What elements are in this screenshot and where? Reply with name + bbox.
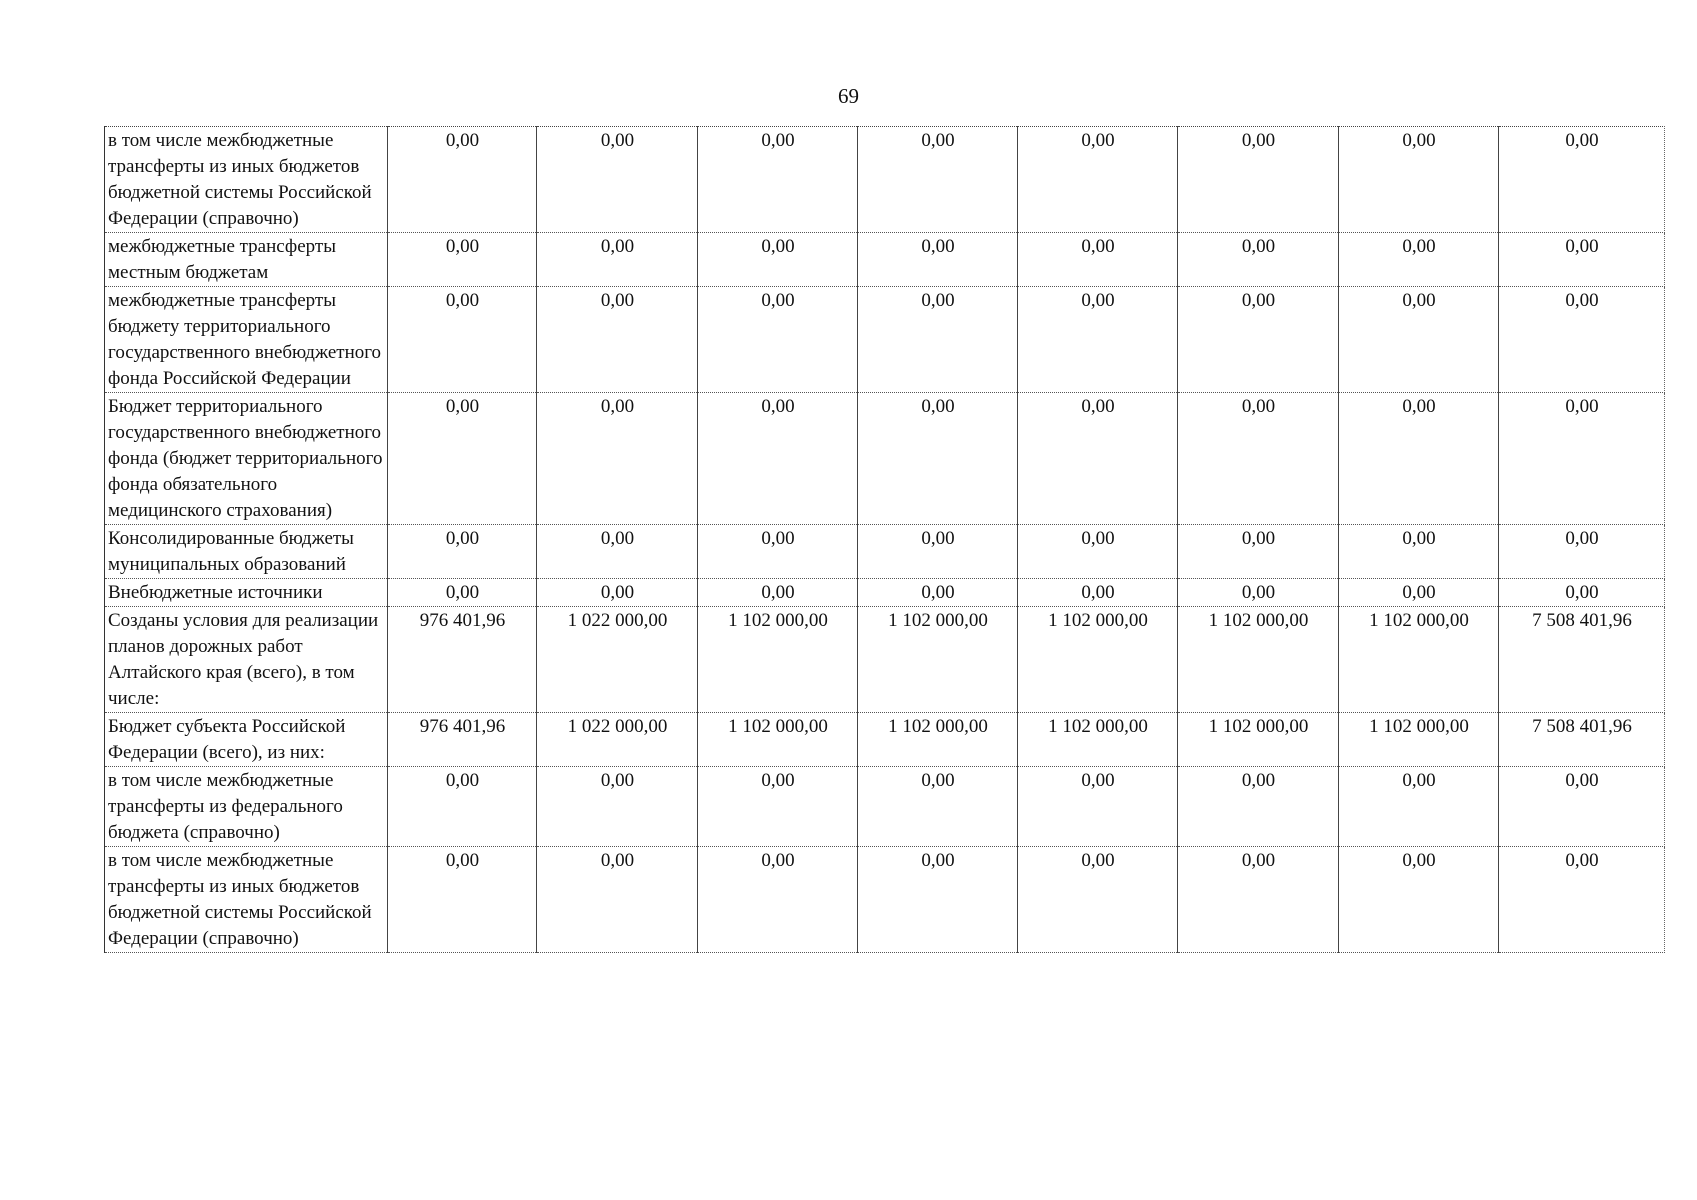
value-cell: 0,00 [698, 287, 858, 393]
value-cell: 0,00 [1499, 767, 1665, 847]
value-cell: 0,00 [1499, 579, 1665, 607]
value-cell: 0,00 [537, 579, 698, 607]
value-cell: 1 102 000,00 [1178, 713, 1339, 767]
table-row [105, 767, 1665, 847]
value-cell: 0,00 [1499, 847, 1665, 953]
row-label: Бюджет территориального государственного внебюджетного фонда (бюджет территориального фонда обязательного медицинского страхования) [105, 393, 388, 525]
value-cell: 1 102 000,00 [1339, 713, 1499, 767]
value-cell: 976 401,96 [388, 607, 537, 713]
value-cell: 1 102 000,00 [1018, 713, 1178, 767]
value-cell: 0,00 [858, 287, 1018, 393]
value-cell: 0,00 [698, 393, 858, 525]
table-row [105, 847, 1665, 953]
value-cell: 1 022 000,00 [537, 607, 698, 713]
value-cell: 0,00 [698, 233, 858, 287]
value-cell: 0,00 [858, 393, 1018, 525]
row-label: Бюджет субъекта Российской Федерации (всего), из них: [105, 713, 388, 767]
value-cell: 0,00 [1339, 287, 1499, 393]
value-cell: 0,00 [1178, 287, 1339, 393]
value-cell: 0,00 [698, 525, 858, 579]
value-cell: 0,00 [537, 393, 698, 525]
value-cell: 0,00 [1018, 393, 1178, 525]
value-cell: 0,00 [1178, 127, 1339, 233]
value-cell: 0,00 [1339, 579, 1499, 607]
table-row [105, 579, 1665, 607]
table-row [105, 713, 1665, 767]
row-label: Консолидированные бюджеты муниципальных образований [105, 525, 388, 579]
value-cell: 1 102 000,00 [858, 607, 1018, 713]
value-cell: 0,00 [1018, 127, 1178, 233]
value-cell: 0,00 [1018, 525, 1178, 579]
value-cell: 0,00 [858, 847, 1018, 953]
row-label: Внебюджетные источники [105, 579, 388, 607]
value-cell: 1 102 000,00 [698, 607, 858, 713]
table-row [105, 127, 1665, 233]
value-cell: 0,00 [388, 287, 537, 393]
page-number: 69 [838, 84, 859, 108]
value-cell: 0,00 [1178, 579, 1339, 607]
value-cell: 0,00 [537, 767, 698, 847]
value-cell: 0,00 [1178, 847, 1339, 953]
value-cell: 0,00 [858, 127, 1018, 233]
value-cell: 0,00 [1339, 127, 1499, 233]
value-cell: 1 102 000,00 [1339, 607, 1499, 713]
value-cell: 0,00 [1339, 767, 1499, 847]
value-cell: 1 102 000,00 [1018, 607, 1178, 713]
value-cell: 7 508 401,96 [1499, 713, 1665, 767]
value-cell: 0,00 [1178, 767, 1339, 847]
value-cell: 0,00 [1018, 233, 1178, 287]
value-cell: 1 102 000,00 [698, 713, 858, 767]
value-cell: 0,00 [1499, 287, 1665, 393]
table-row [105, 607, 1665, 713]
value-cell: 976 401,96 [388, 713, 537, 767]
value-cell: 0,00 [388, 767, 537, 847]
value-cell: 0,00 [1339, 847, 1499, 953]
value-cell: 0,00 [1499, 525, 1665, 579]
value-cell: 0,00 [698, 579, 858, 607]
value-cell: 0,00 [537, 847, 698, 953]
value-cell: 0,00 [1018, 287, 1178, 393]
value-cell: 0,00 [1339, 233, 1499, 287]
table-body [105, 127, 1665, 953]
row-label: в том числе межбюджетные трансферты из федерального бюджета (справочно) [105, 767, 388, 847]
table-row [105, 393, 1665, 525]
value-cell: 0,00 [858, 579, 1018, 607]
table-row [105, 287, 1665, 393]
table-row [105, 233, 1665, 287]
row-label: в том числе межбюджетные трансферты из иных бюджетов бюджетной системы Российской Федерации (справочно) [105, 127, 388, 233]
value-cell: 0,00 [858, 767, 1018, 847]
value-cell: 0,00 [537, 233, 698, 287]
value-cell: 1 102 000,00 [858, 713, 1018, 767]
value-cell: 0,00 [1339, 525, 1499, 579]
budget-table [104, 126, 1665, 953]
value-cell: 0,00 [1178, 393, 1339, 525]
value-cell: 0,00 [1499, 127, 1665, 233]
row-label: в том числе межбюджетные трансферты из иных бюджетов бюджетной системы Российской Федерации (справочно) [105, 847, 388, 953]
value-cell: 0,00 [1018, 579, 1178, 607]
value-cell: 0,00 [537, 127, 698, 233]
value-cell: 1 022 000,00 [537, 713, 698, 767]
value-cell: 0,00 [1178, 525, 1339, 579]
value-cell: 0,00 [698, 767, 858, 847]
value-cell: 0,00 [858, 233, 1018, 287]
value-cell: 0,00 [1339, 393, 1499, 525]
row-label: межбюджетные трансферты бюджету территориального государственного внебюджетного фонда Российской Федерации [105, 287, 388, 393]
value-cell: 0,00 [388, 579, 537, 607]
value-cell: 0,00 [388, 127, 537, 233]
value-cell: 0,00 [388, 847, 537, 953]
value-cell: 0,00 [1499, 233, 1665, 287]
value-cell: 0,00 [1018, 847, 1178, 953]
value-cell: 0,00 [1178, 233, 1339, 287]
value-cell: 7 508 401,96 [1499, 607, 1665, 713]
value-cell: 0,00 [388, 393, 537, 525]
row-label: межбюджетные трансферты местным бюджетам [105, 233, 388, 287]
value-cell: 0,00 [388, 233, 537, 287]
value-cell: 0,00 [537, 287, 698, 393]
value-cell: 0,00 [698, 847, 858, 953]
value-cell: 0,00 [537, 525, 698, 579]
value-cell: 0,00 [1018, 767, 1178, 847]
value-cell: 0,00 [1499, 393, 1665, 525]
value-cell: 0,00 [858, 525, 1018, 579]
value-cell: 0,00 [388, 525, 537, 579]
table-row [105, 525, 1665, 579]
row-label: Созданы условия для реализации планов дорожных работ Алтайского края (всего), в том числе: [105, 607, 388, 713]
value-cell: 0,00 [698, 127, 858, 233]
value-cell: 1 102 000,00 [1178, 607, 1339, 713]
